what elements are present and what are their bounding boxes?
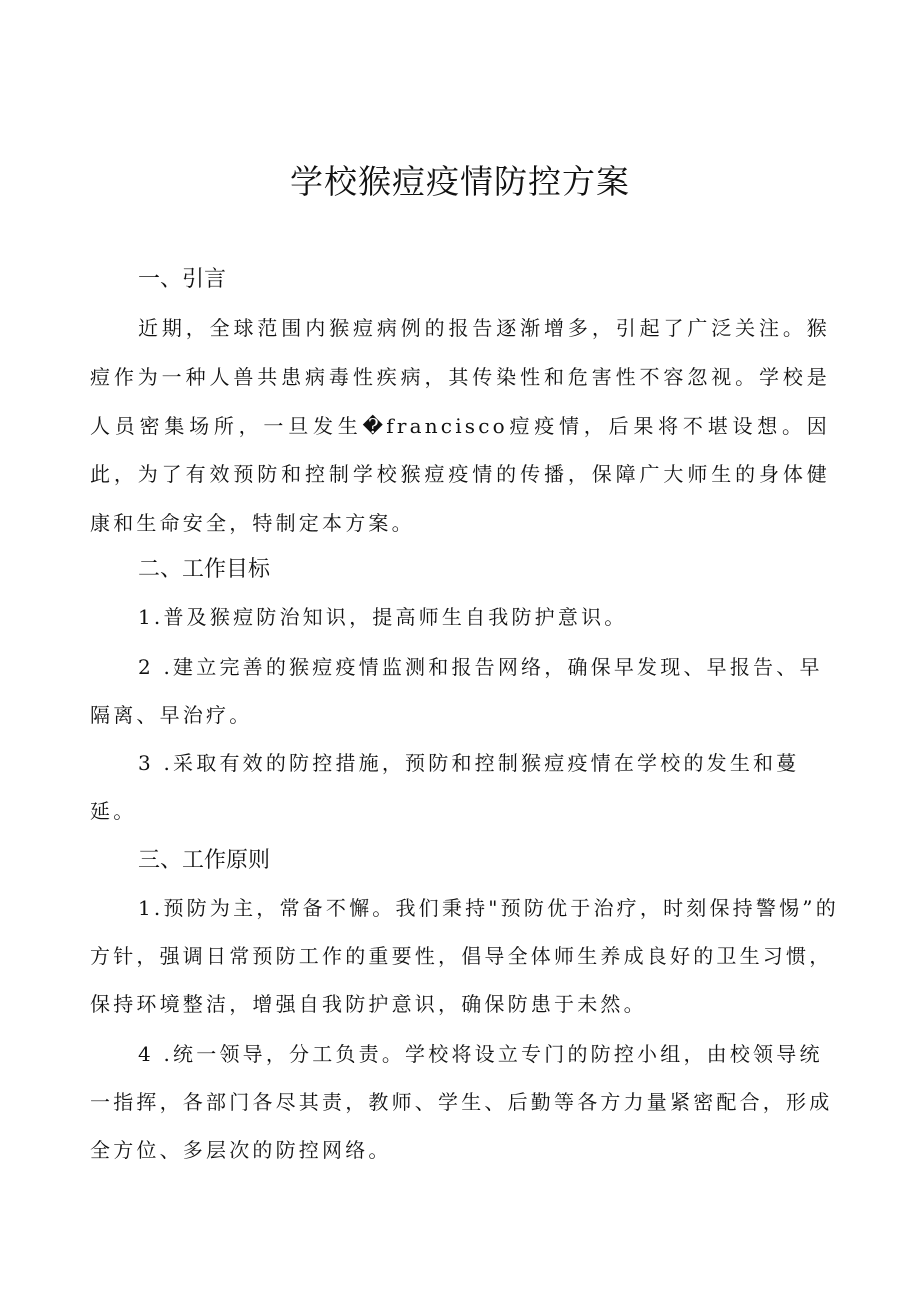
goal-item-3-line-1: 3 .采取有效的防控措施，预防和控制猴痘疫情在学校的发生和蔓 <box>138 751 800 775</box>
goal-item-1: 1.普及猴痘防治知识，提高师生自我防护意识。 <box>138 605 628 629</box>
goal-item-2-line-1: 2 .建立完善的猴痘疫情监测和报告网络，确保早发现、早报告、早 <box>138 655 823 679</box>
principle-item-1-line-1: 1.预防为主，常备不懈。我们秉持"预防优于治疗，时刻保持警惕”的 <box>138 896 839 920</box>
principle-item-1-line-3: 保持环境整洁，增强自我防护意识，确保防患于未然。 <box>90 992 647 1016</box>
goal-item-2-line-2: 隔离、早治疗。 <box>90 703 253 727</box>
principle-item-4-line-1: 4 .统一领导，分工负责。学校将设立专门的防控小组，由校领导统 <box>138 1042 823 1066</box>
goal-item-3-line-2: 延。 <box>90 799 137 823</box>
principle-item-4-line-3: 全方位、多层次的防控网络。 <box>90 1138 392 1162</box>
section-heading-principles: 三、工作原则 <box>138 848 271 873</box>
principle-item-1-line-2: 方针，强调日常预防工作的重要性，倡导全体师生养成良好的卫生习惯， <box>90 944 833 968</box>
section-heading-introduction: 一、引言 <box>138 267 227 292</box>
principle-item-4-line-2: 一指挥，各部门各尽其责，教师、学生、后勤等各方力量紧密配合，形成 <box>90 1090 833 1114</box>
document-title: 学校猴痘疫情防控方案 <box>290 162 630 201</box>
introduction-paragraph: 近期，全球范围内猴痘病例的报告逐渐增多，引起了广泛关注。猴痘作为一种人兽共患病毒性疾病，其传染性和危害性不容忽视。学校是人员密集场所，一旦发生�francisco痘疫情，后果将不堪设想。因此，为了有效预防和控制学校猴痘疫情的传播，保障广大师生的身体健康和生命安全，特制定本方案。 <box>90 316 830 536</box>
section-heading-goals: 二、工作目标 <box>138 557 271 582</box>
